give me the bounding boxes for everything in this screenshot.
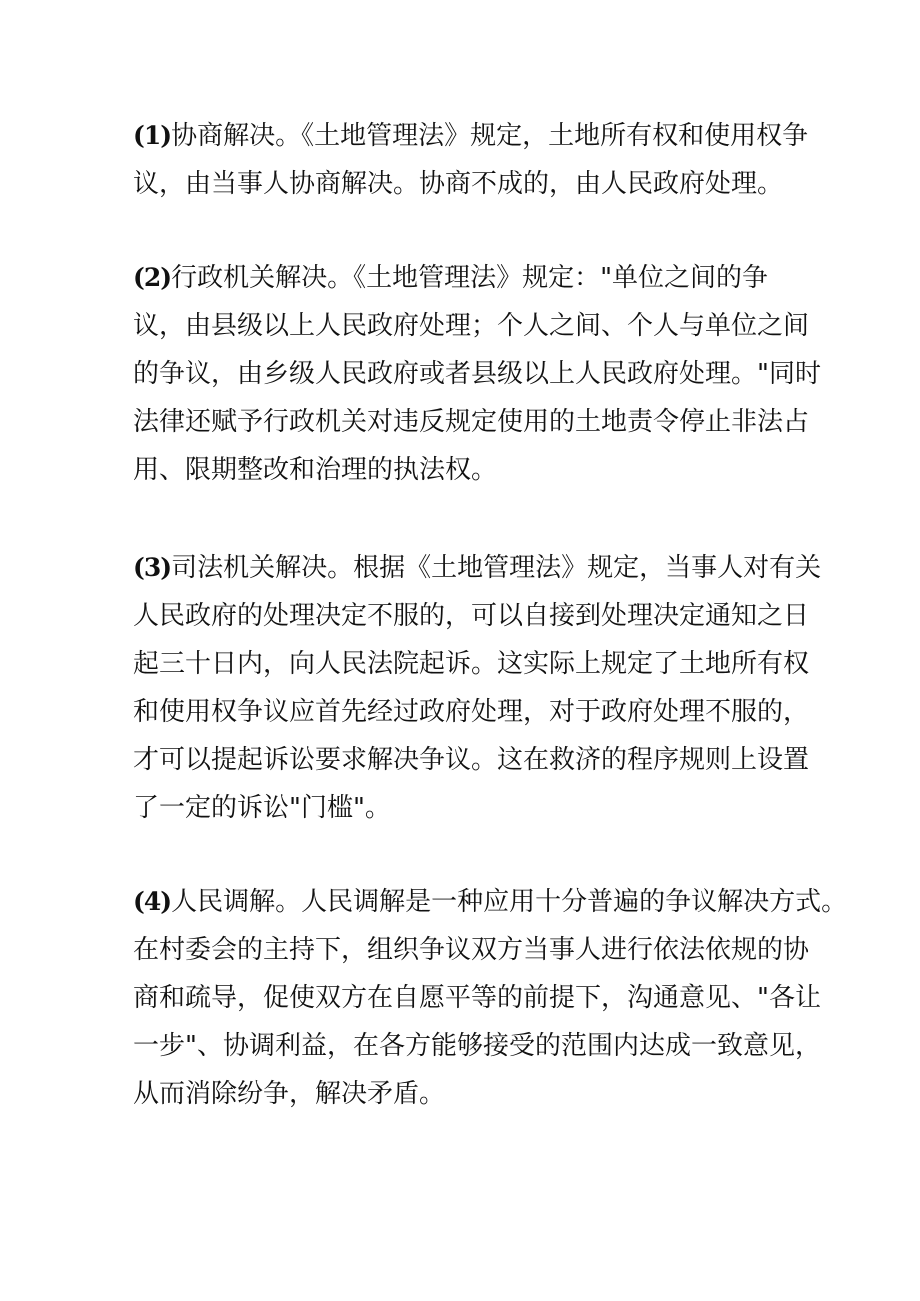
paragraph-line: 和使用权争议应首先经过政府处理，对于政府处理不服的，	[133, 697, 810, 727]
paragraph-line: 了一定的诉讼"门槛"。	[133, 793, 391, 823]
paragraph-line: 人民政府的处理决定不服的，可以自接到处理决定通知之日	[133, 601, 810, 631]
paragraph-administrative	[133, 254, 821, 494]
paragraph-number: (1)	[133, 121, 172, 150]
paragraph-text: 行政机关解决。《土地管理法》规定："单位之间的争	[171, 263, 769, 293]
paragraph-line: 一步"、协调利益，在各方能够接受的范围内达成一致意见，	[133, 1031, 821, 1061]
paragraph-text: 人民调解。人民调解是一种应用十分普遍的争议解决方式。	[171, 887, 848, 917]
paragraph-line: 议，由县级以上人民政府处理；个人之间、个人与单位之间	[133, 311, 810, 341]
paragraph-line	[133, 254, 821, 302]
paragraph-line: 的争议，由乡级人民政府或者县级以上人民政府处理。"同时	[133, 359, 821, 389]
paragraph-text: 司法机关解决。根据《土地管理法》规定，当事人对有关	[171, 553, 822, 583]
paragraph-line: 商和疏导，促使双方在自愿平等的前提下，沟通意见、"各让	[133, 983, 821, 1013]
paragraph-line: 在村委会的主持下，组织争议双方当事人进行依法依规的协	[133, 935, 810, 965]
paragraph-line	[133, 112, 808, 160]
paragraph-number: (3)	[133, 553, 172, 582]
paragraph-mediation	[133, 878, 847, 1118]
paragraph-line	[133, 878, 847, 926]
paragraph-number: (4)	[133, 887, 172, 916]
paragraph-line: 起三十日内，向人民法院起诉。这实际上规定了土地所有权	[133, 649, 810, 679]
paragraph-judicial	[133, 544, 821, 832]
paragraph-line: 议，由当事人协商解决。协商不成的，由人民政府处理。	[133, 169, 784, 199]
paragraph-negotiation	[133, 112, 808, 208]
paragraph-number: (2)	[133, 263, 172, 292]
paragraph-line: 才可以提起诉讼要求解决争议。这在救济的程序规则上设置	[133, 745, 810, 775]
paragraph-line	[133, 544, 821, 592]
paragraph-line: 从而消除纷争，解决矛盾。	[133, 1079, 446, 1109]
paragraph-line: 法律还赋予行政机关对违反规定使用的土地责令停止非法占	[133, 407, 810, 437]
paragraph-text: 协商解决。《土地管理法》规定，土地所有权和使用权争	[171, 121, 809, 151]
paragraph-line: 用、限期整改和治理的执法权。	[133, 455, 498, 485]
